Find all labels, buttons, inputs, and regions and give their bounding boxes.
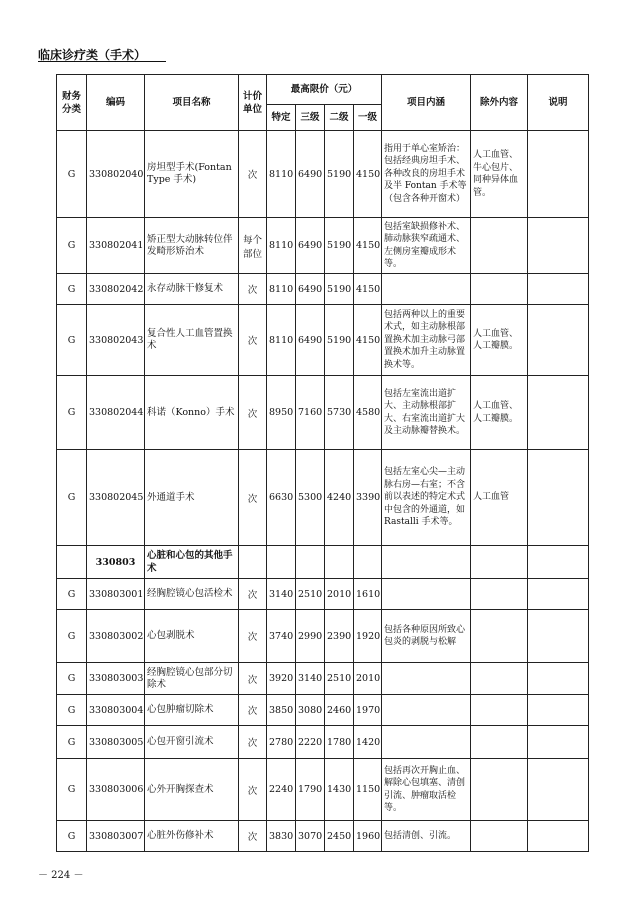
col-content: 项目内涵 (382, 75, 471, 131)
cell-unit: 次 (239, 663, 267, 695)
cell-price-tier3: 6490 (296, 305, 325, 376)
cell-price-tier3: 6490 (296, 218, 325, 274)
table-row (57, 218, 589, 274)
cell-content (382, 579, 471, 610)
cell-price-tier1: 2010 (354, 663, 382, 695)
col-tier-3: 三级 (296, 105, 325, 131)
cell-code: 330803004 (87, 695, 145, 726)
cell-price-special: 8110 (267, 305, 296, 376)
cell-price-special: 3740 (267, 610, 296, 663)
cell-price-special: 8110 (267, 218, 296, 274)
table-row (57, 759, 589, 821)
cell-notes (528, 821, 589, 852)
cell-category: G (57, 450, 87, 546)
cell-exclusions (471, 821, 528, 852)
cell-price-tier3: 3140 (296, 663, 325, 695)
cell-category: G (57, 695, 87, 726)
cell-unit: 每个部位 (239, 218, 267, 274)
cell-empty (325, 546, 354, 579)
cell-price-tier3: 2220 (296, 726, 325, 759)
cell-exclusions: 人工血管、人工瓣膜。 (471, 376, 528, 450)
col-tier-special: 特定 (267, 105, 296, 131)
fee-table (56, 74, 589, 852)
cell-notes (528, 579, 589, 610)
cell-category: G (57, 610, 87, 663)
cell-category: G (57, 376, 87, 450)
cell-notes (528, 610, 589, 663)
cell-empty (528, 546, 589, 579)
cell-content (382, 274, 471, 305)
cell-empty (471, 546, 528, 579)
cell-exclusions (471, 726, 528, 759)
cell-notes (528, 663, 589, 695)
cell-category: G (57, 726, 87, 759)
table-row (57, 274, 589, 305)
cell-exclusions: 人工血管、人工瓣膜。 (471, 305, 528, 376)
cell-price-tier3: 3070 (296, 821, 325, 852)
cell-unit: 次 (239, 759, 267, 821)
cell-price-tier1: 1420 (354, 726, 382, 759)
cell-unit: 次 (239, 450, 267, 546)
cell-exclusions (471, 579, 528, 610)
table-row (57, 450, 589, 546)
cell-code: 330802043 (87, 305, 145, 376)
cell-price-special: 3140 (267, 579, 296, 610)
cell-name: 心包肿瘤切除术 (145, 695, 239, 726)
cell-content: 包括左室流出道扩大、主动脉根部扩大、右室流出道扩大及主动脉瓣替换术。 (382, 376, 471, 450)
cell-notes (528, 376, 589, 450)
cell-notes (528, 726, 589, 759)
cell-notes (528, 305, 589, 376)
cell-code: 330802041 (87, 218, 145, 274)
col-code: 编码 (87, 75, 145, 131)
cell-notes (528, 759, 589, 821)
cell-code: 330802042 (87, 274, 145, 305)
cell-section-name: 心脏和心包的其他手术 (145, 546, 239, 579)
cell-name: 心外开胸探查术 (145, 759, 239, 821)
cell-content: 包括左室心尖—主动脉右房—右室；不含前以表述的特定术式中包含的外通道，如 Rastalli 手术等。 (382, 450, 471, 546)
cell-price-tier2: 5190 (325, 305, 354, 376)
page-header-title: 临床诊疗类（手术） (38, 48, 147, 62)
cell-category: G (57, 579, 87, 610)
cell-category: G (57, 305, 87, 376)
cell-price-special: 2780 (267, 726, 296, 759)
table-row (57, 610, 589, 663)
cell-content (382, 726, 471, 759)
cell-price-tier1: 1150 (354, 759, 382, 821)
col-unit: 计价单位 (239, 75, 267, 131)
col-category: 财务分类 (57, 75, 87, 131)
cell-content: 包括清创、引流。 (382, 821, 471, 852)
cell-category (57, 546, 87, 579)
cell-unit: 次 (239, 274, 267, 305)
cell-code: 330803001 (87, 579, 145, 610)
cell-price-tier1: 4150 (354, 218, 382, 274)
cell-price-tier3: 2510 (296, 579, 325, 610)
cell-price-tier1: 1970 (354, 695, 382, 726)
cell-price-tier3: 2990 (296, 610, 325, 663)
cell-price-tier1: 4150 (354, 274, 382, 305)
col-notes: 说明 (528, 75, 589, 131)
page-number: － 224 － (38, 870, 84, 881)
cell-name: 永存动脉干修复术 (145, 274, 239, 305)
cell-price-tier1: 4150 (354, 305, 382, 376)
cell-unit: 次 (239, 726, 267, 759)
cell-code: 330803006 (87, 759, 145, 821)
cell-price-special: 6630 (267, 450, 296, 546)
cell-notes (528, 450, 589, 546)
cell-unit: 次 (239, 376, 267, 450)
col-max-price: 最高限价（元） (267, 75, 382, 105)
cell-exclusions (471, 274, 528, 305)
cell-exclusions (471, 218, 528, 274)
cell-name: 复合性人工血管置换术 (145, 305, 239, 376)
cell-price-tier1: 4150 (354, 131, 382, 218)
table-row (57, 663, 589, 695)
cell-name: 经胸腔镜心包部分切除术 (145, 663, 239, 695)
cell-category: G (57, 663, 87, 695)
cell-content: 包括室缺损修补术、肺动脉狭窄疏通术、左侧房室瓣成形术等。 (382, 218, 471, 274)
cell-code: 330802044 (87, 376, 145, 450)
cell-exclusions: 人工血管 (471, 450, 528, 546)
cell-category: G (57, 131, 87, 218)
cell-price-tier2: 2450 (325, 821, 354, 852)
cell-category: G (57, 759, 87, 821)
cell-price-tier1: 1960 (354, 821, 382, 852)
cell-exclusions (471, 695, 528, 726)
cell-content: 指用于单心室矫治：包括经典房坦手术、各种改良的房坦手术及半 Fontan 手术等（包含各种开窗术） (382, 131, 471, 218)
cell-code: 330803003 (87, 663, 145, 695)
cell-price-special: 8110 (267, 131, 296, 218)
cell-price-tier2: 2510 (325, 663, 354, 695)
cell-notes (528, 274, 589, 305)
cell-name: 心脏外伤修补术 (145, 821, 239, 852)
cell-price-tier1: 1920 (354, 610, 382, 663)
cell-price-tier2: 2390 (325, 610, 354, 663)
cell-price-tier3: 7160 (296, 376, 325, 450)
cell-name: 心包开窗引流术 (145, 726, 239, 759)
cell-price-tier2: 1430 (325, 759, 354, 821)
cell-code: 330803007 (87, 821, 145, 852)
cell-content: 包括两种以上的重要术式，如主动脉根部置换术加主动脉弓部置换术加升主动脉置换术等。 (382, 305, 471, 376)
col-tier-2: 二级 (325, 105, 354, 131)
cell-exclusions (471, 759, 528, 821)
cell-code: 330803005 (87, 726, 145, 759)
cell-notes (528, 695, 589, 726)
col-name: 项目名称 (145, 75, 239, 131)
cell-price-tier1: 4580 (354, 376, 382, 450)
table-row (57, 695, 589, 726)
cell-price-tier2: 5190 (325, 131, 354, 218)
cell-name: 矫正型大动脉转位伴发畸形矫治术 (145, 218, 239, 274)
cell-content (382, 663, 471, 695)
cell-exclusions (471, 610, 528, 663)
cell-price-special: 2240 (267, 759, 296, 821)
cell-price-special: 8950 (267, 376, 296, 450)
cell-empty (267, 546, 296, 579)
cell-name: 科诺（Konno）手术 (145, 376, 239, 450)
col-tier-1: 一级 (354, 105, 382, 131)
table-row (57, 376, 589, 450)
cell-price-tier2: 1780 (325, 726, 354, 759)
cell-empty (239, 546, 267, 579)
cell-unit: 次 (239, 579, 267, 610)
cell-category: G (57, 218, 87, 274)
table-row (57, 579, 589, 610)
cell-notes (528, 218, 589, 274)
cell-empty (296, 546, 325, 579)
cell-price-special: 3850 (267, 695, 296, 726)
cell-empty (354, 546, 382, 579)
cell-code: 330802040 (87, 131, 145, 218)
cell-price-tier1: 1610 (354, 579, 382, 610)
cell-price-tier2: 5730 (325, 376, 354, 450)
section-row (57, 546, 589, 579)
cell-price-special: 3920 (267, 663, 296, 695)
cell-price-special: 8110 (267, 274, 296, 305)
cell-category: G (57, 821, 87, 852)
cell-price-tier3: 5300 (296, 450, 325, 546)
cell-content: 包括各种原因所致心包炎的剥脱与松解 (382, 610, 471, 663)
cell-content (382, 695, 471, 726)
cell-price-tier2: 2010 (325, 579, 354, 610)
cell-unit: 次 (239, 821, 267, 852)
cell-price-tier3: 3080 (296, 695, 325, 726)
cell-price-tier2: 5190 (325, 218, 354, 274)
cell-code: 330803002 (87, 610, 145, 663)
cell-exclusions (471, 663, 528, 695)
cell-price-tier2: 4240 (325, 450, 354, 546)
cell-price-special: 3830 (267, 821, 296, 852)
cell-unit: 次 (239, 610, 267, 663)
cell-empty (382, 546, 471, 579)
cell-price-tier2: 5190 (325, 274, 354, 305)
table-row (57, 821, 589, 852)
cell-exclusions: 人工血管、牛心包片、同种异体血管。 (471, 131, 528, 218)
cell-content: 包括再次开胸止血、解除心包填塞、清创引流、肿瘤取活检等。 (382, 759, 471, 821)
cell-price-tier3: 6490 (296, 274, 325, 305)
table-row (57, 726, 589, 759)
cell-name: 经胸腔镜心包活检术 (145, 579, 239, 610)
table-row (57, 305, 589, 376)
cell-unit: 次 (239, 131, 267, 218)
table-row (57, 131, 589, 218)
cell-price-tier3: 1790 (296, 759, 325, 821)
cell-price-tier3: 6490 (296, 131, 325, 218)
cell-name: 心包剥脱术 (145, 610, 239, 663)
cell-name: 外通道手术 (145, 450, 239, 546)
col-exclusions: 除外内容 (471, 75, 528, 131)
cell-price-tier1: 3390 (354, 450, 382, 546)
cell-category: G (57, 274, 87, 305)
cell-code: 330802045 (87, 450, 145, 546)
cell-unit: 次 (239, 305, 267, 376)
header-underline (38, 61, 166, 62)
cell-section-code: 330803 (87, 546, 145, 579)
cell-price-tier2: 2460 (325, 695, 354, 726)
cell-notes (528, 131, 589, 218)
cell-unit: 次 (239, 695, 267, 726)
table-header-row (57, 75, 589, 105)
cell-name: 房坦型手术(Fontan Type 手术) (145, 131, 239, 218)
